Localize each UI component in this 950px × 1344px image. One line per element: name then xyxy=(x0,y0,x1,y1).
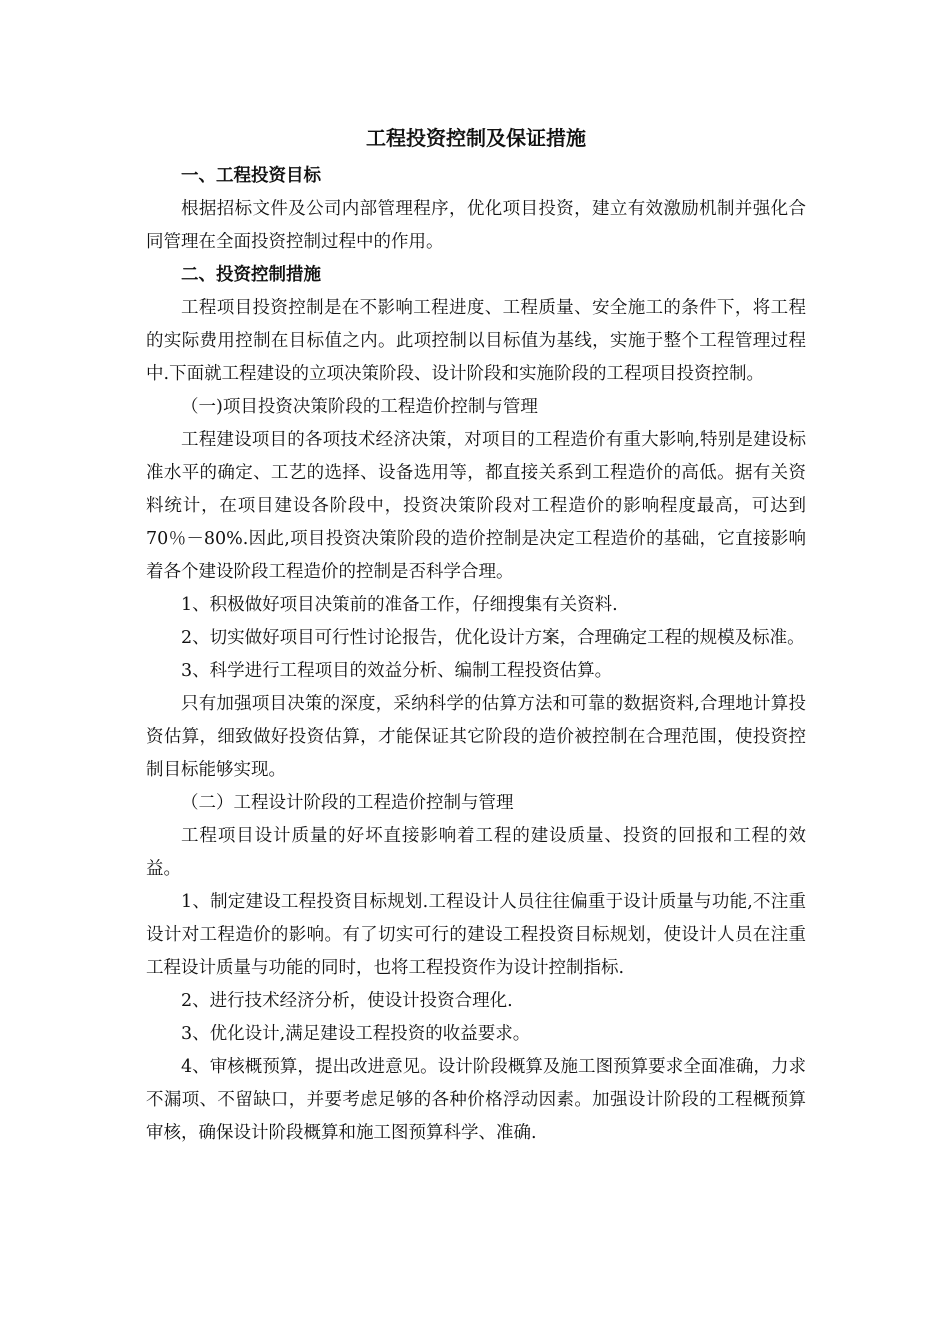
document-title: 工程投资控制及保证措施 xyxy=(366,126,586,150)
list-item-decision-2: 2、切实做好项目可行性讨论报告，优化设计方案，合理确定工程的规模及标准。 xyxy=(181,628,805,648)
list-item-decision-1: 1、积极做好项目决策前的准备工作，仔细搜集有关资料. xyxy=(181,595,618,615)
list-item-design-4: 4、审核概预算，提出改进意见。设计阶段概算及施工图预算要求全面准确，力求不漏项、不留缺口，并要考虑足够的各种价格浮动因素。加强设计阶段的工程概预算审核，确保设计阶段概算和施工图预算科学、准确. xyxy=(146,1057,806,1143)
paragraph-decision-summary: 只有加强项目决策的深度，采纳科学的估算方法和可靠的数据资料,合理地计算投资估算，细致做好投资估算，才能保证其它阶段的造价被控制在合理范围，使投资控制目标能够实现。 xyxy=(146,694,806,780)
section-heading-investment-goal: 一、工程投资目标 xyxy=(181,166,321,186)
paragraph-decision-stage: 工程建设项目的各项技术经济决策，对项目的工程造价有重大影响,特别是建设标准水平的确定、工艺的选择、设备选用等，都直接关系到工程造价的高低。据有关资料统计，在项目建设各阶段中，投资决策阶段对工程造价的影响程度最高，可达到70％－80%.因此,项目投资决策阶段的造价控制是决定工程造价的基础，它直接影响着各个建设阶段工程造价的控制是否科学合理。 xyxy=(146,430,806,582)
document-page xyxy=(146,120,806,1150)
section-heading-control-measures: 二、投资控制措施 xyxy=(181,265,321,285)
list-item-design-2: 2、进行技术经济分析，使设计投资合理化. xyxy=(181,991,513,1011)
subsection-heading-design-stage: （二）工程设计阶段的工程造价控制与管理 xyxy=(181,793,514,813)
list-item-design-1: 1、制定建设工程投资目标规划.工程设计人员往往偏重于设计质量与功能,不注重设计对工程造价的影响。有了切实可行的建设工程投资目标规划，使设计人员在注重工程设计质量与功能的同时，也将工程投资作为设计控制指标. xyxy=(146,892,806,978)
paragraph-design-stage: 工程项目设计质量的好坏直接影响着工程的建设质量、投资的回报和工程的效益。 xyxy=(146,826,806,879)
paragraph-control-intro: 工程项目投资控制是在不影响工程进度、工程质量、安全施工的条件下，将工程的实际费用控制在目标值之内。此项控制以目标值为基线，实施于整个工程管理过程中.下面就工程建设的立项决策阶段、设计阶段和实施阶段的工程项目投资控制。 xyxy=(146,298,806,384)
subsection-heading-decision-stage: （一)项目投资决策阶段的工程造价控制与管理 xyxy=(181,397,538,417)
list-item-design-3: 3、优化设计,满足建设工程投资的收益要求。 xyxy=(181,1024,531,1044)
paragraph-investment-goal: 根据招标文件及公司内部管理程序，优化项目投资，建立有效激励机制并强化合同管理在全面投资控制过程中的作用。 xyxy=(146,199,806,252)
list-item-decision-3: 3、科学进行工程项目的效益分析、编制工程投资估算。 xyxy=(181,661,613,681)
